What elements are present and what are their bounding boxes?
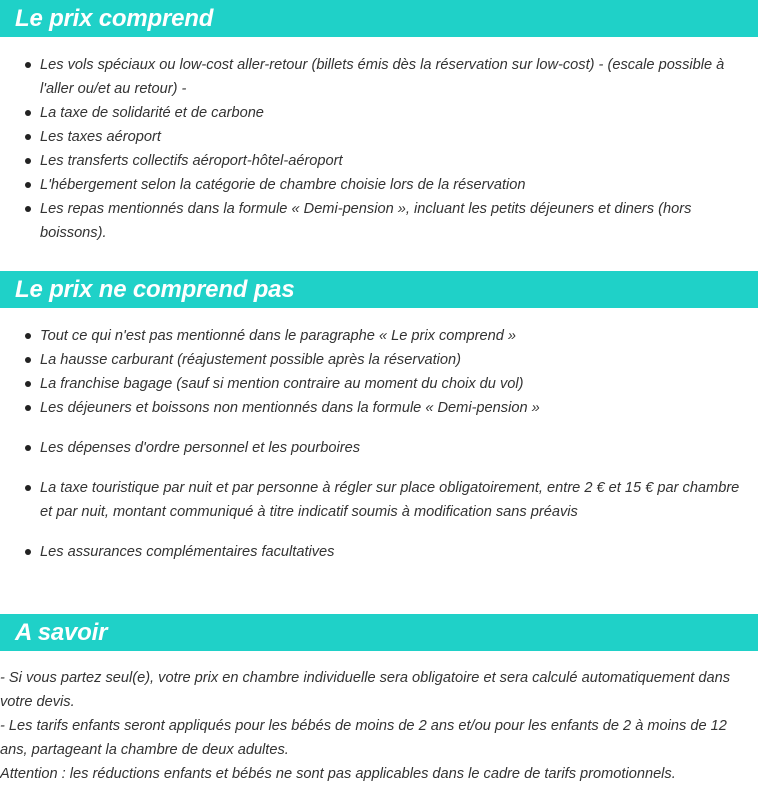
list-item-text: Les assurances complémentaires facultatives (40, 544, 335, 560)
list-item (0, 476, 758, 524)
list-item (0, 540, 758, 564)
list-item (0, 197, 758, 245)
list-item-text: Les dépenses d'ordre personnel et les pourboires (40, 440, 361, 456)
list-item-text: Les déjeuners et boissons non mentionnés dans la formule « Demi-pension » (40, 400, 540, 416)
list-item-text: Les transferts collectifs aéroport-hôtel-aéroport (40, 153, 343, 169)
bullet-icon (25, 445, 31, 451)
bullet-icon (25, 182, 31, 188)
info-paragraph: - Si vous partez seul(e), votre prix en chambre individuelle sera obligatoire et sera calculé automatiquement dans votre devis. (0, 670, 731, 710)
bullet-icon (25, 549, 31, 555)
good-to-know-text (0, 666, 758, 786)
list-item-text: La hausse carburant (réajustement possible après la réservation) (40, 352, 462, 368)
list-item (0, 149, 758, 173)
list-item-text: La taxe de solidarité et de carbone (40, 105, 264, 121)
info-paragraph: Attention : les réductions enfants et bébés ne sont pas applicables dans le cadre de tarifs promotionnels. (0, 766, 676, 782)
bullet-icon (25, 110, 31, 116)
list-item (0, 125, 758, 149)
list-item (0, 173, 758, 197)
bullet-icon (25, 357, 31, 363)
list-item (0, 436, 758, 460)
bullet-icon (25, 333, 31, 339)
list-item (0, 324, 758, 348)
not-included-list (0, 324, 758, 564)
list-item-text: La taxe touristique par nuit et par personne à régler sur place obligatoirement, entre 2 € et 15 € par chambre et par nuit, montant communiqué à titre indicatif soumis à modification sans préavis (40, 480, 740, 520)
bullet-icon (25, 485, 31, 491)
bullet-icon (25, 62, 31, 68)
list-item-text: Les taxes aéroport (40, 129, 161, 145)
section-title-included: Le prix comprend (0, 0, 758, 37)
list-item (0, 372, 758, 396)
bullet-icon (25, 405, 31, 411)
bullet-icon (25, 158, 31, 164)
bullet-icon (25, 206, 31, 212)
included-list (0, 53, 758, 245)
info-paragraph: - Les tarifs enfants seront appliqués pour les bébés de moins de 2 ans et/ou pour les enfants de 2 à moins de 12 ans, partageant la chambre de deux adultes. (0, 718, 727, 758)
section-title-good-to-know: A savoir (0, 614, 758, 651)
list-item-text: Tout ce qui n'est pas mentionné dans le paragraphe « Le prix comprend » (40, 328, 517, 344)
list-item-text: La franchise bagage (sauf si mention contraire au moment du choix du vol) (40, 376, 524, 392)
list-item (0, 53, 758, 101)
bullet-icon (25, 134, 31, 140)
list-item (0, 101, 758, 125)
list-item-text: L'hébergement selon la catégorie de chambre choisie lors de la réservation (40, 177, 526, 193)
bullet-icon (25, 381, 31, 387)
list-item-text: Les vols spéciaux ou low-cost aller-retour (billets émis dès la réservation sur low-cost) - (escale possible à l'aller ou/et au retour) - (40, 57, 725, 97)
list-item-text: Les repas mentionnés dans la formule « Demi-pension », incluant les petits déjeuners et diners (hors boissons). (40, 201, 692, 241)
list-item (0, 396, 758, 420)
section-title-not-included: Le prix ne comprend pas (0, 271, 758, 308)
list-item (0, 348, 758, 372)
